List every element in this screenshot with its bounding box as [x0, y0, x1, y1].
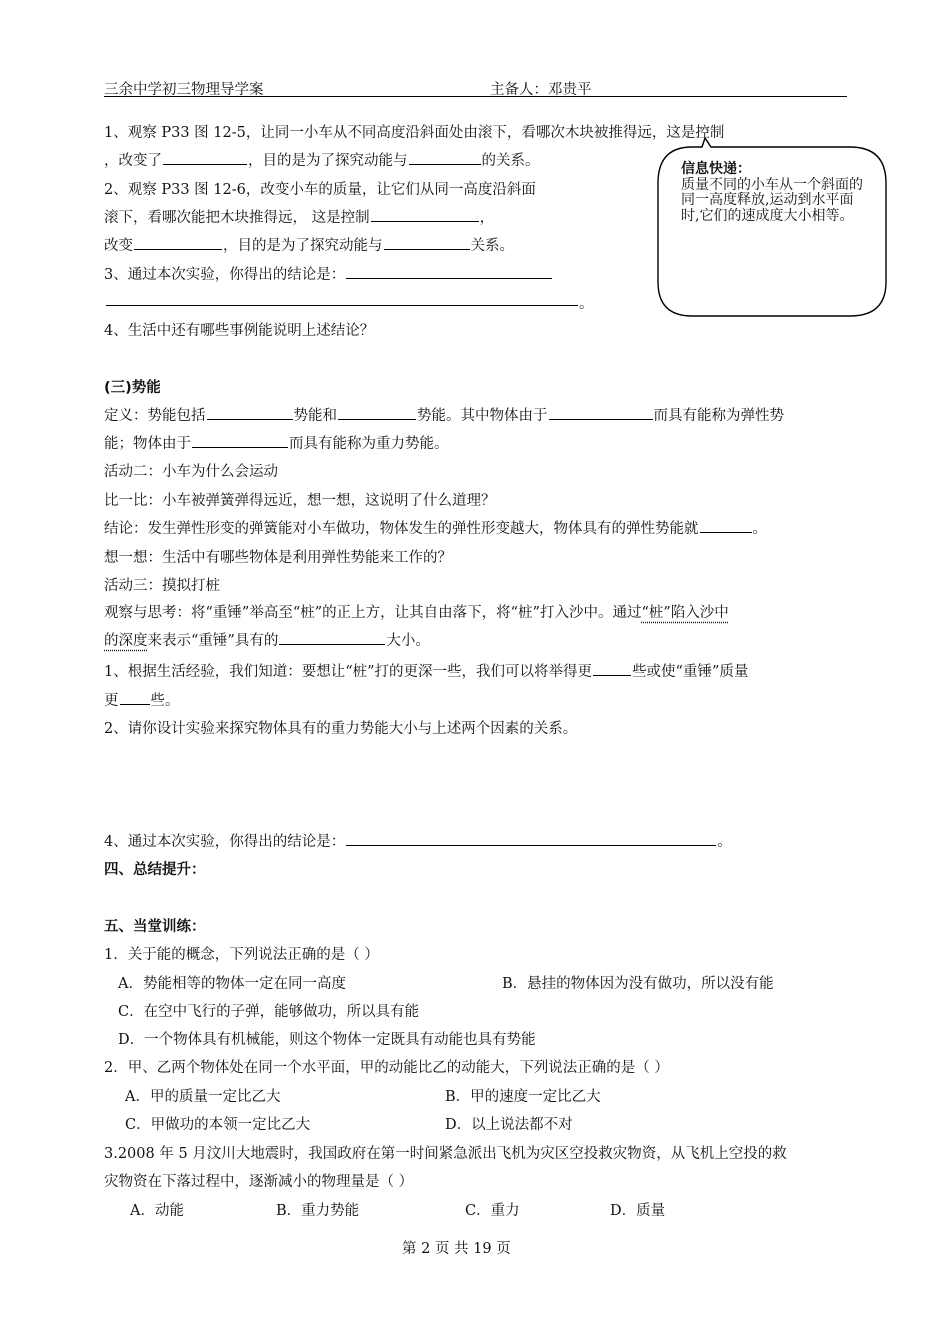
- observe-2a: 的深度: [104, 633, 148, 649]
- observe-line1: [104, 601, 729, 622]
- s3-def2-b: 而具有能称为重力势能。: [289, 436, 449, 452]
- exercise3-question-line1: 3.2008 年 5 月汶川大地震时，我国政府在第一时间紧急派出飞机为灾区空投救灾物资，从飞机上空投的救: [104, 1146, 787, 1162]
- q2-line3-c: 关系。: [470, 238, 514, 254]
- q2-line3-a: 改变: [104, 238, 133, 254]
- q2-blank-1[interactable]: [371, 207, 479, 222]
- q2-blank-3[interactable]: [384, 235, 470, 250]
- observe-1a: 观察与思考：将“重锤”举高至“桩”的正上方，让其自由落下，将“桩”打入沙中。通过: [104, 605, 642, 621]
- compare-line: 比一比：小车被弹簧弹得远近，想一想，这说明了什么道理？: [104, 493, 496, 509]
- q1-line2-a: ，改变了: [104, 153, 162, 169]
- exercise2-option-b: B．甲的速度一定比乙大: [445, 1089, 601, 1105]
- practice1-line1: [104, 660, 748, 681]
- exercise2-option-a: A．甲的质量一定比乙大: [125, 1089, 281, 1105]
- practice4-blank[interactable]: [346, 831, 716, 846]
- s3-def1-b: 势能和: [293, 408, 337, 424]
- callout-body: 质量不同的小车从一个斜面的同一高度释放,运动到水平面时,它们的速成度大小相等。: [681, 176, 863, 224]
- q2-line3: [104, 234, 514, 255]
- conclusion-text: 结论：发生弹性形变的弹簧能对小车做功，物体发生的弹性形变越大，物体具有的弹性势能就: [104, 521, 699, 537]
- exercise1-option-a: A．势能相等的物体一定在同一高度: [118, 976, 346, 992]
- s3-blank-4[interactable]: [192, 433, 288, 448]
- page-footer: 第 2 页 共 19 页: [402, 1241, 511, 1257]
- q3-line: [104, 263, 553, 284]
- q2-line2: [104, 206, 494, 227]
- practice4-end: 。: [717, 834, 732, 850]
- exercise2-option-d: D．以上说法都不对: [445, 1117, 573, 1133]
- exercise2-option-c: C．甲做功的本领一定比乙大: [125, 1117, 311, 1133]
- s3-def2-a: 能；物体由于: [104, 436, 191, 452]
- practice1-b: 些或使“重锤”质量: [632, 664, 749, 680]
- q3-blank-1[interactable]: [346, 264, 552, 279]
- exercise3-question-line2: 灾物资在下落过程中，逐渐减小的物理量是（ ）: [104, 1174, 414, 1190]
- q2-line2-b: ，: [479, 210, 495, 226]
- conclusion-end: 。: [752, 521, 767, 537]
- conclusion-line: [104, 517, 767, 538]
- q1-line1: 1、观察 P33 图 12-5，让同一小车从不同高度沿斜面处由滚下，看哪次木块被推得远，这是控制: [104, 125, 725, 141]
- conclusion-blank[interactable]: [700, 518, 752, 533]
- s3-def-line2: [104, 432, 449, 453]
- s3-def1-d: 而具有能称为弹性势: [653, 408, 784, 424]
- section4-title: 四、总结提升：: [104, 862, 206, 878]
- s3-blank-1[interactable]: [207, 405, 293, 420]
- practice1-blank-2[interactable]: [120, 690, 150, 705]
- s3-def-line1: [104, 404, 784, 425]
- observe-blank[interactable]: [279, 630, 385, 645]
- practice2-line: 2、请你设计实验来探究物体具有的重力势能大小与上述两个因素的关系。: [104, 721, 578, 737]
- s3-blank-3[interactable]: [549, 405, 653, 420]
- observe-2c: 大小。: [386, 633, 430, 649]
- q1-line2-c: 的关系。: [481, 153, 540, 169]
- header-school: 三余中学初三物理导学案: [104, 82, 264, 98]
- exercise1-question: 1．关于能的概念，下列说法正确的是（ ）: [104, 947, 379, 963]
- q2-line1: 2、观察 P33 图 12-6，改变小车的质量，让它们从同一高度沿斜面: [104, 182, 536, 198]
- exercise3-option-b: B．重力势能: [276, 1203, 360, 1219]
- exercise2-question: 2．甲、乙两个物体处在同一个水平面，甲的动能比乙的动能大，下列说法正确的是（ ）: [104, 1060, 669, 1076]
- exercise3-option-d: D．质量: [610, 1203, 666, 1219]
- s3-def1-a: 定义：势能包括: [104, 408, 206, 424]
- q3-text: 3、通过本次实验，你得出的结论是：: [104, 267, 346, 283]
- observe-1b: “桩”陷入沙中: [641, 605, 729, 621]
- practice1-c: 更: [104, 693, 119, 709]
- q2-line3-b: ，目的是为了探究动能与: [223, 238, 383, 254]
- practice4-line: [104, 830, 732, 851]
- activity-3: 活动三：摸拟打桩: [104, 578, 220, 594]
- q2-line2-a: 滚下，看哪次能把木块推得远， 这是控制: [104, 210, 370, 226]
- activity-2: 活动二：小车为什么会运动: [104, 464, 278, 480]
- practice1-line2: [104, 689, 180, 710]
- q1-blank-1[interactable]: [163, 150, 247, 165]
- observe-2b: 来表示“重锤”具有的: [147, 633, 279, 649]
- q1-line2-b: ，目的是为了探究动能与: [248, 153, 408, 169]
- exercise3-option-a: A．动能: [130, 1203, 184, 1219]
- s3-def1-c: 势能。其中物体由于: [417, 408, 548, 424]
- q3-end: 。: [579, 296, 594, 312]
- exercise1-option-b: B．悬挂的物体因为没有做功，所以没有能: [502, 976, 774, 992]
- q3-blank-2[interactable]: [106, 305, 578, 306]
- s3-blank-2[interactable]: [338, 405, 416, 420]
- exercise3-option-c: C．重力: [465, 1203, 520, 1219]
- observe-line2: [104, 629, 430, 650]
- header-author: 主备人：邓贵平: [490, 82, 592, 98]
- callout-content: [681, 162, 863, 224]
- q2-blank-2[interactable]: [134, 235, 222, 250]
- q4-line: 4、生活中还有哪些事例能说明上述结论？: [104, 323, 375, 339]
- q1-line2: [104, 149, 540, 170]
- section5-title: 五、当堂训练：: [104, 919, 206, 935]
- practice1-blank-1[interactable]: [593, 661, 631, 676]
- q1-blank-2[interactable]: [409, 150, 481, 165]
- practice1-a: 1、根据生活经验，我们知道：要想让“桩”打的更深一些，我们可以将举得更: [104, 664, 593, 680]
- practice1-d: 些。: [150, 693, 180, 709]
- think-line: 想一想：生活中有哪些物体是利用弹性势能来工作的？: [104, 550, 452, 566]
- practice4-text: 4、通过本次实验，你得出的结论是：: [104, 834, 346, 850]
- section3-title: (三)势能: [104, 380, 161, 396]
- exercise1-option-d: D．一个物体具有机械能，则这个物体一定既具有动能也具有势能: [118, 1032, 536, 1048]
- callout-title: 信息快递：: [681, 161, 751, 177]
- exercise1-option-c: C．在空中飞行的子弹，能够做功，所以具有能: [118, 1004, 420, 1020]
- header-rule: [104, 96, 847, 97]
